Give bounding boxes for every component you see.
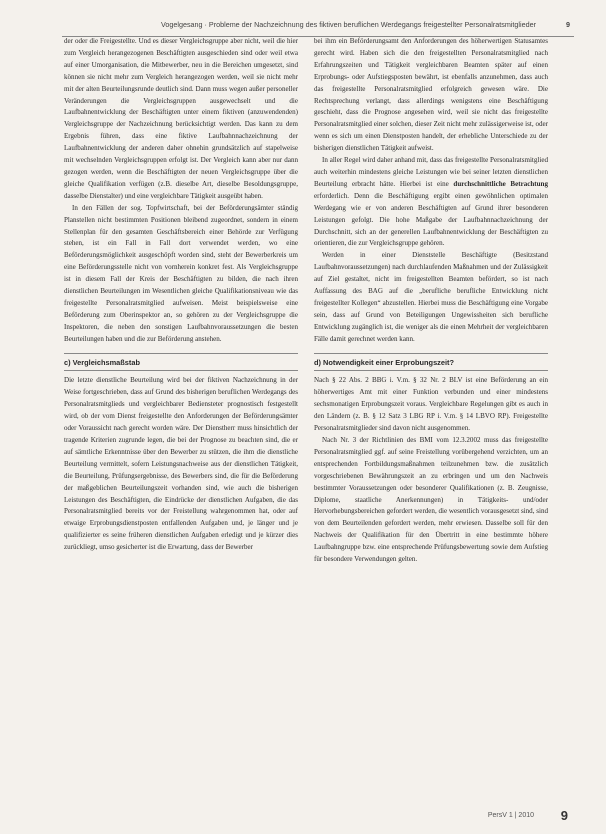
header-page-number: 9	[566, 20, 570, 29]
running-header	[62, 14, 574, 37]
paragraph: Nach Nr. 3 der Richtlinien des BMI vom 12.3.2002 muss das freigestellte Personalratsmitglied ggf. auf seine Freistellung vorübergehend verzichten, um an entsprechenden Fortbildungsmaßnahmen teilzunehmen bzw. die zusätzlich vorgeschriebenen Bewährungszeit an zu erbringen und um den Nachweis bestimmter Voraussetzungen oder besonderer Qualifikationen (z. B. Zeugnisse, Diplome, staatliche Anerkennungen) in Tätigkeits- und/oder Hervorhebungsbereichen gefordert werden, die wesentlich vorausgesetzt sind, sind von dem Beurteilenden gefordert werden, mehr erwiesen. Dasselbe soll für den Nachweis der Qualifikation für den Übertritt in eine bestimmte höhere Laufbahngruppe bzw. eine entsprechende Prüfungsbewertung sowie dem Aufstieg für besondere Verwendungen gelten.	[314, 436, 548, 564]
paragraph: In den Fällen der sog. Topfwirtschaft, bei der Beförderungsämter ständig Planstellen nicht bestimmten Positionen bleibend zugeordnet, sondern in einem Stellenplan für den gesamten Geschäftsbereich einer Behörde zur Verfügung stehen, ist ein Fall in Fall dort verwendet werden, wo eine Beförderungsmöglichkeit ausgeschöpft worden sind, steht der Bewerberkreis um eine Beförderungsstelle nicht von vornherein konkret fest. Als Vergleichsgruppe ist in diesem Fall der Kreis der Beschäftigten zu bilden, die nach ihren dienstlichen Beurteilungen im Wesentlichen gleiche Qualifikationsniveau wie das freigestellte Personalratsmitglied aufweisen. Meist beispielsweise eine Beförderung zum Oberinspektor an, so gehören zu der Vergleichsgruppe die Inspektoren, die neben den sonstigen Laufbahnvoraussetzungen die besten Beurteilungen haben und die zur Beförderung anstehen.	[64, 203, 298, 343]
text-run: In aller Regel wird daher anhand mit, dass das freigestellte Personalratsmitglied auch weiterhin mindestens gleiche Leistungen wie bei seiner letzten dienstlichen Beurteilung erbracht hätte. Hierbei ist eine	[314, 156, 548, 188]
emphasis-text: durchschnittliche Betrachtung	[453, 179, 548, 188]
paragraph: Nach § 22 Abs. 2 BBG i. V.m. § 32 Nr. 2 BLV ist eine Beförderung an ein höherwertiges Amt mit einer Funktion verbunden und einer mindestens sechsmonatigen Erprobungszeit voraus. Vergleichbare Regelungen gibt es auch in den Ländern (z. B. § 12 Satz 3 LBG RP i. V.m. § 14 LBVO RP). Freigestellte Personalratsmitglieder sind davon nicht ausgenommen.	[314, 376, 548, 433]
running-title: Vogelgesang · Probleme der Nachzeichnung des fiktiven beruflichen Werdegangs freigestellter Personalratsmitglieder	[160, 20, 536, 29]
section-heading-d: d) Notwendigkeit einer Erprobungszeit?	[314, 353, 548, 372]
footer-page-number: 9	[560, 808, 568, 823]
journal-issue: PersV 1 | 2010	[487, 812, 534, 819]
section-heading-c: c) Vergleichsmaßstab	[64, 353, 298, 372]
right-column	[314, 36, 548, 566]
text-run: erforderlich. Denn die Beschäftigung ergibt einen gewöhnlichen optimalen Werdegang wie er von anderen Beschäftigten auf Grund ihrer besonderen Leistungen gefolgt. Die hohe Maßgabe der Laufbahnnachzeichnung der Durchschnitt, sich an der generellen Laufbahnentwicklung der Beschäftigten zu orientieren, die zur Vergleichsgruppe gehören.	[314, 191, 548, 248]
page-footer	[62, 808, 574, 828]
paragraph: bei ihm ein Beförderungsamt den Anforderungen des höherwertigen Statusamtes gerecht wird. Haben sich die den freigestellten Personalratsmitglied nach Erfahrungszeiten und Tätigkeit vergleichbaren Beamten später auf einen Erprobungs- oder Aufstiegsposten bewährt, ist ebenfalls anzunehmen, dass auch das freigestellte Personalratsmitglied erfolgreich gewesen wäre. Die Rechtsprechung verlangt, dass allerdings wenigstens eine Beschäftigung geschieht, dass die Prognose angesehen wird, weil sie nicht das freigestellte Personalratsmitglied einer solchen, dieser Zeit nicht mehr zulässigerweise ist, oder wenn es sich um einen Dienstposten handelt, der erhebliche Unterschiede zu der bisherigen dienstlichen Tätigkeit aufweist.	[314, 37, 548, 153]
paragraph	[314, 155, 548, 250]
paragraph: der oder die Freigestellte. Und es dieser Vergleichsgruppe aber nicht, weil die hier zum Vergleich herangezogenen Beschäftigten ausgeschieden sind oder weil etwa auf einer Umorganisation, die Mitbewerber, neu in die Bereichen umgesetzt, sind können sie nicht mehr zum Vergleich herangezogen werden, weil sie nicht mehr mit der alten Beurteilungsrunde deutlich sind. Dann muss wegen außer personeller Veränderungen die Vergleichsgruppen ausgewechselt und die Laufbahnentwicklung der Beschäftigten unter einem fiktiven (anzuwendenden) Vergleichsgruppe der Nachzeichnung berücksichtigt werden. Das kann zu dem Ergebnis führen, dass eine fiktive Laufbahnnachzeichnung der Laufbahnentwicklung der anderen daher ohnehin grundsätzlich auf stapelweise mit wechselnden Vergleichsgruppen erfolgt ist. Der Vergleich kann aber nur dann gezogen werden, wenn die Beschäftigten der neuen Vergleichsgruppe über die gleiche Qualifikation verfügen (z.B. dieselbe Art, dieselbe Besoldungsgruppe, dasselbe Dienstalter) und eine vergleichbare Tätigkeit ausgeübt haben.	[64, 37, 298, 200]
paragraph: Werden in einer Dienststelle Beschäftigte (Besitzstand Laufbahnvoraussetzungen) nach durchlaufenden Maßnahmen und der Zulässigkeit auf Ziel gestaltet, nicht im freigestellten Beamten befördert, so ist nach Auffassung des BAG auf die „berufliche berufliche Entwicklung nicht freigestellter Kollegen“ abzustellen. Hierbei muss die Beschäftigung eine Vorgabe sein, dass auf Grund von Beteiligungen Ungewissheiten sich berufliche Entwicklung zugänglich ist, die weniger als die einen Mehrheit der vergleichbaren Fälle damit gerechnet werden kann.	[314, 251, 548, 343]
left-column	[64, 36, 298, 554]
paragraph: Die letzte dienstliche Beurteilung wird bei der fiktiven Nachzeichnung in der Weise fortgeschrieben, dass auf Grund des bisherigen beruflichen Werdegangs des Personalratsmitglieds und vergleichbarer Bediensteter prognostisch festgestellt wird, ob der vom Dienst freigestellte den Anforderungen der Beförderungsämter oder Voraussicht nach gerecht worden wäre. Der Dienstherr muss hinsichtlich der tragende Kriterien zugrunde legen, die bei der Prognose zu beachten sind, die er auf sämtliche Erkenntnisse über den Bewerber zu stützen, die ihm die dienstliche Beurteilung vermittelt, sofern Leistungsnachweise aus der dienstlichen Tätigkeit, die Beurteilung, Prüfungsergebnisse, des Bewerbers sind, die für die Beförderung der maßgeblichen Beurteilungszeit vorhanden sind, wie auch die bisherigen Leistungen des Beschäftigten, die Eindrücke der dienstlichen Aufgaben, die das Personalratsmitglied bereits vor der Freistellung wahrgenommen hat, oder auf etwaige Erprobungsdienstposten entfallenden Aufgaben und, je länger und je qualifizierter es seine früheren dienstlichen Aufgaben erledigt und je kürzer dies zurückliegt, umso gesicherter ist die Erwartung, dass der Bewerber	[64, 376, 298, 552]
